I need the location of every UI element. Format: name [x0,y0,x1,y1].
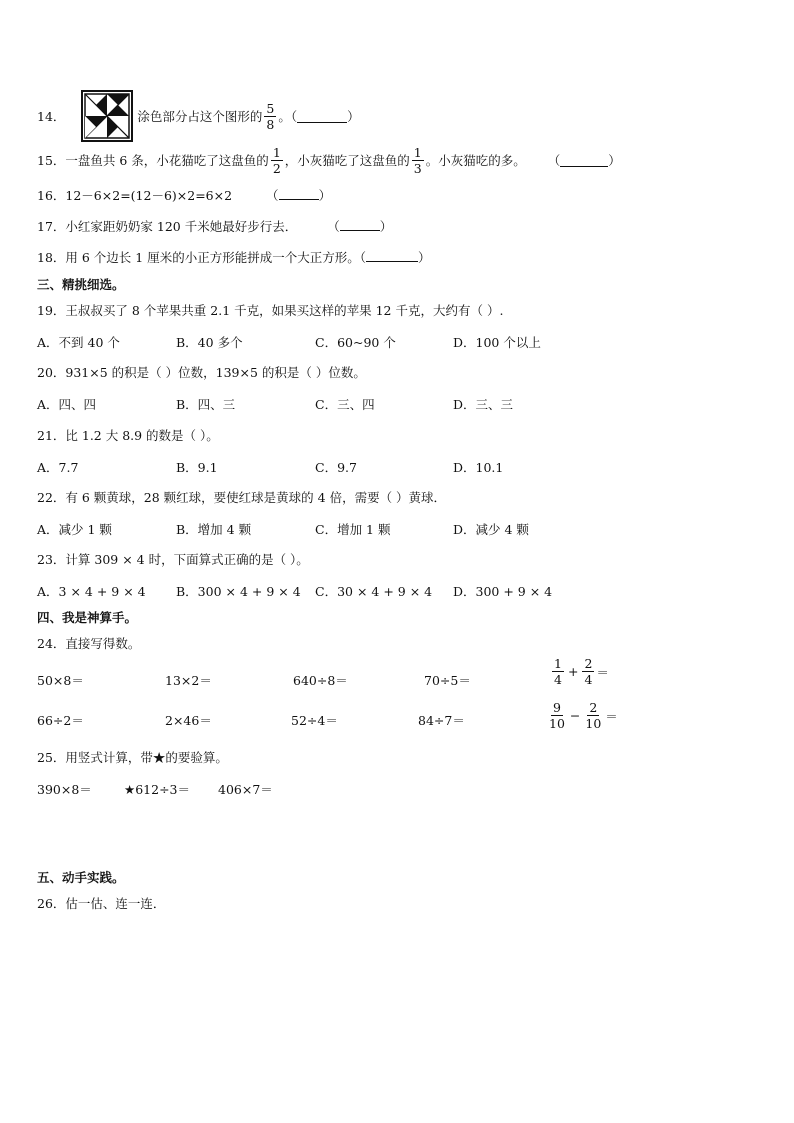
q19-option-a[interactable]: A．不到 40 个 [37,335,120,350]
q14-fraction: $\frac{5}{8}$ [266,100,275,132]
q17-number: 17． [37,219,66,234]
q20-option-c[interactable]: C．三、四 [315,397,375,412]
q15-number: 15． [37,153,66,168]
q24-item-3: 640÷8＝ [293,673,348,688]
q15-answer-blank[interactable] [560,154,608,167]
q25-item-1: 390×8＝ [37,782,92,797]
q16-open: （ [266,188,279,203]
q14-text: 涂色部分占这个图形的 [137,109,263,124]
section-3-heading: 三、精挑细选。 [37,277,125,292]
q23-text: 23．计算 309 × 4 时，下面算式正确的是（ ）。 [37,552,309,567]
q23-option-a[interactable]: A．3 × 4 + 9 × 4 [37,584,146,599]
q20-option-d[interactable]: D．三、三 [453,397,514,412]
q16-text: 12－6×2=(12－6)×2=6×2 [65,188,233,203]
q17-open: （ [327,219,340,234]
q22-option-c[interactable]: C．增加 1 颗 [315,522,391,537]
q22-option-d[interactable]: D．减少 4 颗 [453,522,529,537]
q14-tail: 。（ [278,109,298,124]
q24-item-8: 84÷7＝ [418,713,465,728]
q23-option-c[interactable]: C．30 × 4 + 9 × 4 [315,584,433,599]
q24-item-7: 52÷4＝ [291,713,338,728]
q23-option-d[interactable]: D．300 + 9 × 4 [453,584,553,599]
q15-text-b: ，小灰猫吃了这盘鱼的 [284,153,410,168]
q24-item-4: 70÷5＝ [424,673,471,688]
q20-text: 20．931×5 的积是（ ）位数，139×5 的积是（ ）位数。 [37,365,366,380]
q24-item-6: 2×46＝ [165,713,212,728]
q18-text: 用 6 个边长 1 厘米的小正方形能拼成一个大正方形。（ [65,250,366,265]
q15-text-c: 。小灰猫吃的多。 [425,153,526,168]
q19-option-b[interactable]: B．40 多个 [176,335,243,350]
q23-option-b[interactable]: B．300 × 4 + 9 × 4 [176,584,301,599]
q15-open: （ [547,153,561,168]
q24-item-5: 66÷2＝ [37,713,84,728]
q16 [37,187,331,205]
q15-fraction-1: $\frac{1}{2}$ [272,144,281,176]
q19-option-c[interactable]: C．60~90 个 [315,335,396,350]
q19-option-d[interactable]: D．100 个以上 [453,335,541,350]
q15-fraction-2: $\frac{1}{3}$ [413,144,422,176]
q24-fraction-item-1: $\frac{1}{4}$ + $\frac{2}{4}$ ＝ [554,656,609,687]
q24-item-2: 13×2＝ [165,673,212,688]
q22-option-a[interactable]: A．减少 1 颗 [37,522,112,537]
q26-text: 26．估一估、连一连． [37,896,166,911]
q24-fraction-item-2: $\frac{9}{10}$ − $\frac{2}{10}$ ＝ [549,700,618,731]
q21-option-c[interactable]: C．9.7 [315,460,357,475]
q25-text: 25．用竖式计算，带★的要验算。 [37,750,228,765]
q18-answer-blank[interactable] [366,249,418,262]
q14-close: ） [347,109,360,124]
q16-number: 16． [37,188,66,203]
q18-close: ） [417,250,431,265]
section-5-heading: 五、动手实践。 [37,870,125,885]
q18 [37,249,430,267]
section-4-heading: 四、我是神算手。 [37,610,138,625]
q14 [37,96,360,136]
q20-option-b[interactable]: B．四、三 [176,397,236,412]
q17-text: 小红家距奶奶家 120 千米她最好步行去． [65,219,298,234]
q16-answer-blank[interactable] [279,187,319,200]
q25-item-2: ★612÷3＝ [124,782,190,797]
q18-number: 18． [37,250,66,265]
q24-item-1: 50×8＝ [37,673,84,688]
q22-option-b[interactable]: B．增加 4 颗 [176,522,252,537]
q15 [37,140,621,180]
q17-close: ） [379,219,393,234]
q21-option-a[interactable]: A．7.7 [37,460,79,475]
q14-number: 14． [37,109,66,124]
q20-option-a[interactable]: A．四、四 [37,397,97,412]
q16-close: ） [318,188,332,203]
q15-close: ） [608,153,621,168]
q15-text-a: 一盘鱼共 6 条，小花猫吃了这盘鱼的 [65,153,269,168]
q14-answer-blank[interactable] [297,110,347,123]
q17-answer-blank[interactable] [340,218,380,231]
q25-item-3: 406×7＝ [218,782,273,797]
q19-text: 19．王叔叔买了 8 个苹果共重 2.1 千克，如果买这样的苹果 12 千克，大约有（ ）. [37,303,504,318]
q21-option-b[interactable]: B．9.1 [176,460,218,475]
q21-text: 21．比 1.2 大 8.9 的数是（ ）。 [37,428,219,443]
q22-text: 22．有 6 颗黄球，28 颗红球，要使红球是黄球的 4 倍，需要（ ）黄球． [37,490,447,505]
q21-option-d[interactable]: D．10.1 [453,460,504,475]
shaded-square-figure [81,90,133,142]
q17 [37,218,392,236]
q24-text: 24．直接写得数。 [37,636,141,651]
